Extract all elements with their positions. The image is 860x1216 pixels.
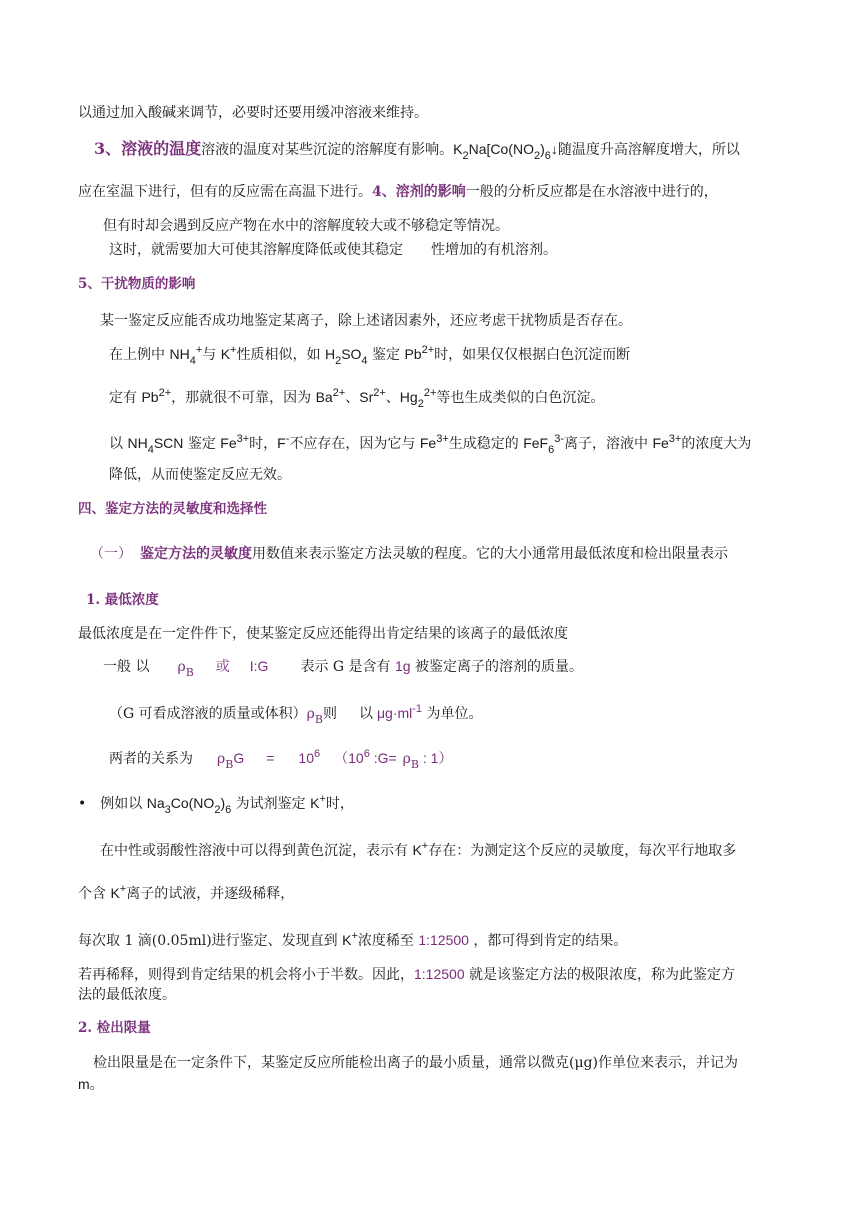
text-line: 一般 以 $\rho_B$ 或 I:G 表示 G 是含有 1g 被鉴定离子的溶剂的质量。: [103, 658, 584, 679]
section-heading: 4、溶剂的影响: [372, 184, 466, 200]
chem-formula: $NH_4^+$: [169, 344, 203, 367]
text-span: 随温度升高溶解度增大，所以: [557, 142, 740, 158]
text-line: 在上例中 $NH_4^+$与 K+性质相似，如 $H_2SO_4$ 鉴定 $Pb^{2+}$时，如果仅仅根据白色沉淀而断: [109, 344, 631, 367]
chem-formula: $NH_4SCN$: [127, 435, 184, 456]
chem-formula: K+: [342, 930, 358, 948]
chem-formula: K+: [110, 883, 127, 901]
section-number: （一）: [90, 546, 132, 562]
text-line: m。: [78, 1076, 104, 1092]
text-line: 定有 $Pb^{2+}$，那就很不可靠，因为 $Ba^{2+}$、$Sr^{2+}$、$Hg_2^{2+}$等也生成类似的白色沉淀。: [109, 387, 605, 410]
chem-formula: K+: [310, 793, 326, 811]
chem-formula: $Fe^{3+}$: [220, 433, 250, 451]
section-heading: 5、干扰物质的影响: [78, 276, 196, 292]
text-line: [78, 182, 718, 202]
text-span: 应在室温下进行，但有的反应需在高温下进行。: [78, 184, 372, 200]
section-heading: 四、鉴定方法的灵敏度和选择性: [78, 501, 267, 517]
chem-formula: $K_2Na[Co(NO_2)_6↓$: [453, 141, 558, 162]
unit: $\mu g\cdot ml^{-1}$: [376, 703, 423, 721]
chem-formula: $Ba^{2+}$、$Sr^{2+}$、$Hg_2^{2+}$: [315, 387, 437, 410]
text-line: 以通过加入酸碱来调节，必要时还要用缓冲溶液来维持。: [78, 105, 428, 121]
text-line: 个含 K+离子的试液，并逐级稀释，: [78, 883, 295, 902]
text-line: 法的最低浓度。: [78, 987, 176, 1003]
chem-formula: $Fe^{3+}$: [419, 433, 449, 451]
chem-formula: FeF$_6^{3-}$: [523, 433, 564, 456]
text-line: 降低，从而使鉴定反应无效。: [109, 467, 291, 483]
text-span: 性增加的有机溶剂。: [431, 242, 557, 258]
chem-formula: $Pb^{2+}$: [141, 387, 172, 405]
text-line: [94, 139, 740, 160]
text-span: 一般的分析反应都是在水溶液中进行的，: [465, 184, 718, 200]
bullet-icon: •: [78, 796, 87, 812]
section-heading: 2. 检出限量: [78, 1020, 151, 1036]
chem-formula: $Pb^{2+}$: [404, 344, 435, 362]
chem-formula: K+: [220, 344, 237, 362]
chem-formula: $Na_3Co(NO_2)_6$: [146, 795, 232, 816]
section-heading: 鉴定方法的灵敏度: [140, 546, 252, 562]
chem-formula: $H_2SO_4$: [324, 346, 368, 367]
text-line: [90, 544, 728, 564]
text-line: （G 可看成溶液的质量或体积）$\rho_B$则 以 $\mu g\cdot ml^{-1}$ 为单位。: [109, 703, 483, 726]
text-line: 但有时却会遇到反应产物在水中的溶解度较大或不够稳定等情况。: [103, 218, 509, 234]
formula: $\rho_BG = 10^6$ （$10^6$ :G= $\rho_B$ : 1）: [217, 748, 453, 771]
text-span: 这时，就需要加大可使其溶解度降低或使其稳定: [109, 242, 403, 258]
ratio-value: 1:12500: [414, 966, 465, 982]
text-line: 每次取 1 滴(0.05ml)进行鉴定、发现直到 K+浓度稀至 1:12500 ，都可得到肯定的结果。: [78, 930, 628, 949]
text-line: [109, 240, 557, 260]
section-heading: 1. 最低浓度: [86, 592, 159, 608]
chem-formula: F-: [277, 433, 290, 451]
text-span: 用数值来表示鉴定方法灵敏的程度。它的大小通常用最低浓度和检出限量表示: [252, 546, 728, 562]
text-line: 某一鉴定反应能否成功地鉴定某离子，除上述诸因素外，还应考虑干扰物质是否存在。: [100, 313, 632, 329]
chem-formula: $Fe^{3+}$: [652, 433, 682, 451]
text-line: 以 $NH_4SCN$ 鉴定 $Fe^{3+}$时，F-不应存在，因为它与 $Fe^{3+}$生成稳定的 FeF$_6^{3-}$离子，溶液中 $Fe^{3+}$的浓度大为: [109, 433, 752, 456]
text-line: 若再稀释，则得到肯定结果的机会将小于半数。因此，1:12500 就是该鉴定方法的极限浓度，称为此鉴定方: [78, 966, 736, 983]
text-line: 在中性或弱酸性溶液中可以得到黄色沉淀，表示有 K+存在：为测定这个反应的灵敏度，每次平行地取多: [100, 840, 737, 859]
rho-symbol: $\rho_B$: [177, 659, 194, 679]
bullet-line: • 例如以 $Na_3Co(NO_2)_6$ 为试剂鉴定 K+时，: [78, 793, 354, 816]
text-line: 两者的关系为 $\rho_BG = 10^6$ （$10^6$ :G= $\rho_B$ : 1）: [109, 748, 453, 771]
ratio-value: 1:12500: [418, 932, 469, 948]
rho-symbol: $\rho_B$: [306, 706, 323, 726]
text-span: 溶液的温度对某些沉淀的溶解度有影响。: [201, 142, 454, 158]
text-line: 检出限量是在一定条件下，某鉴定反应所能检出离子的最小质量，通常以微克(μg)作单位来表示，并记为: [93, 1055, 738, 1071]
chem-formula: K+: [412, 840, 429, 858]
section-heading: 3、溶液的温度: [94, 139, 202, 158]
text-line: 最低浓度是在一定件件下，使某鉴定反应还能得出肯定结果的该离子的最低浓度: [78, 626, 568, 642]
